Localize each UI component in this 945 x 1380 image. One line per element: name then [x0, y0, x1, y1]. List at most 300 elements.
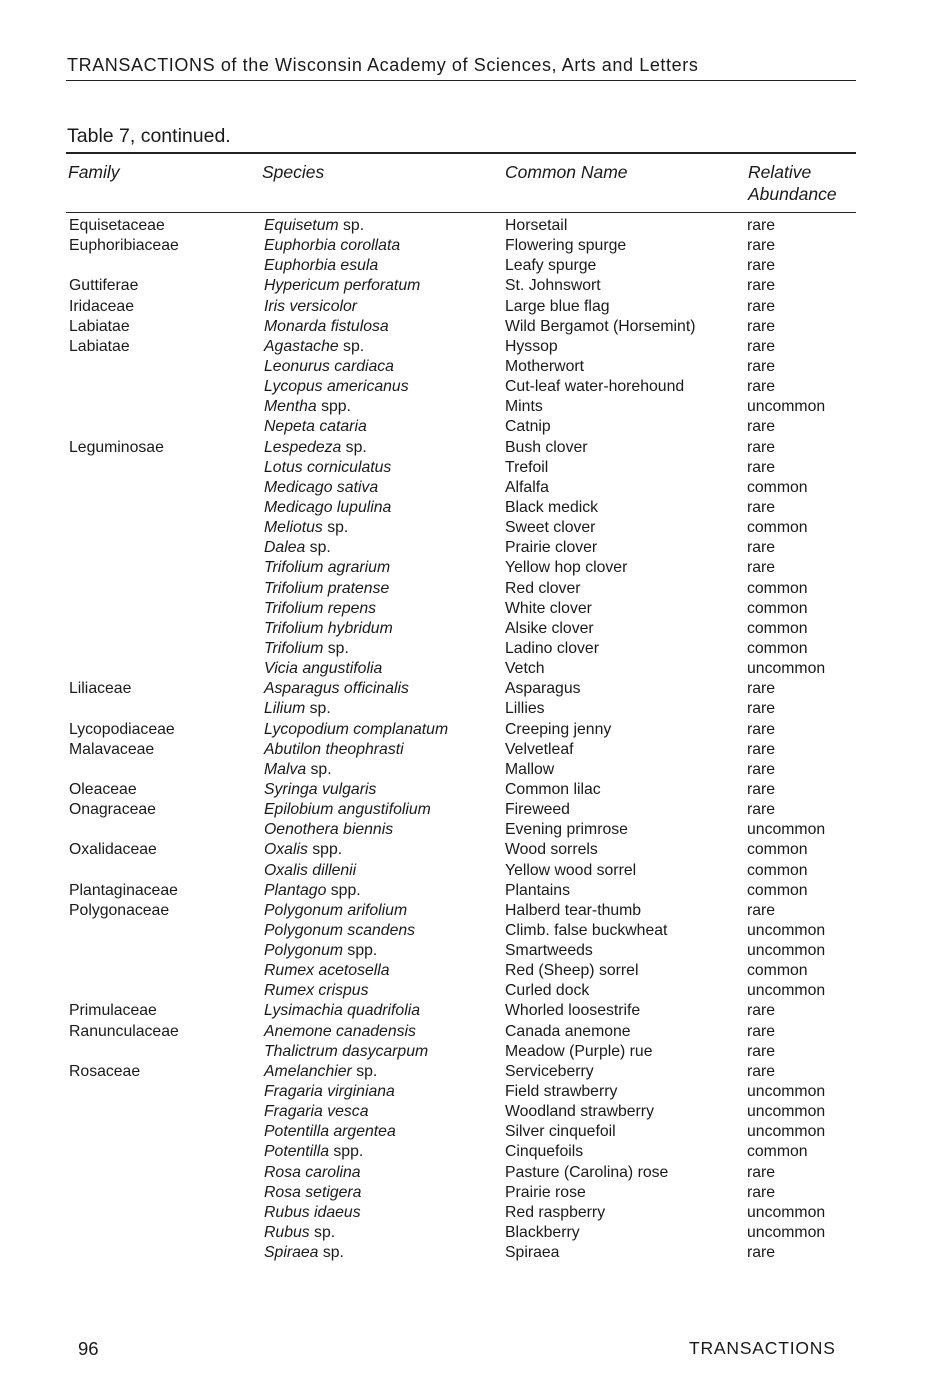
species-cell [264, 921, 415, 941]
common-name-cell: Common lilac [505, 780, 601, 798]
common-name-cell: Motherwort [505, 357, 585, 375]
table-row [0, 921, 945, 941]
species-cell [264, 619, 393, 639]
species-name: Lycopus americanus [264, 378, 409, 396]
species-cell [264, 1042, 428, 1062]
species-name: Mentha [264, 398, 317, 416]
species-name: Fragaria vesca [264, 1103, 369, 1121]
common-name-cell: Canada anemone [505, 1022, 631, 1040]
column-header-abundance-line1: Relative [748, 162, 812, 182]
family-cell: Malavaceae [69, 740, 155, 758]
species-cell [264, 538, 331, 558]
header-rule [66, 80, 856, 81]
common-name-cell: Whorled loosestrife [505, 1002, 641, 1020]
species-cell [264, 1022, 416, 1042]
common-name-cell: Cinquefoils [505, 1143, 584, 1161]
species-name: Oxalis [264, 841, 308, 859]
species-name: Potentilla [264, 1143, 329, 1161]
table-row [0, 317, 945, 337]
abundance-cell: common [747, 639, 808, 657]
table-row [0, 941, 945, 961]
abundance-cell: rare [747, 498, 776, 516]
species-cell [264, 1223, 335, 1243]
species-qualifier: sp. [338, 217, 365, 234]
abundance-cell: rare [747, 217, 776, 234]
abundance-cell: rare [747, 357, 776, 375]
species-name: Oxalis dillenii [264, 861, 357, 879]
table-row [0, 337, 945, 357]
species-name: Dalea [264, 539, 306, 557]
species-name: Trifolium pratense [264, 579, 390, 597]
table-row [0, 840, 945, 860]
species-name: Vicia angustifolia [264, 660, 383, 678]
species-cell [264, 699, 331, 719]
species-name: Lespedeza [264, 438, 342, 456]
abundance-cell: rare [747, 337, 776, 355]
family-cell: Leguminosae [69, 438, 164, 456]
species-qualifier: sp. [351, 1062, 378, 1080]
species-cell [264, 1001, 420, 1021]
species-qualifier: sp. [323, 639, 349, 657]
common-name-cell: Wild Bergamot (Horsemint) [505, 317, 696, 335]
species-name: Polygonum scandens [264, 921, 416, 939]
family-cell: Polygonaceae [69, 901, 170, 919]
common-name-cell: Meadow (Purple) rue [505, 1042, 653, 1060]
common-name-cell: Velvetleaf [505, 740, 574, 758]
table-row [0, 1183, 945, 1203]
abundance-cell: uncommon [747, 1083, 826, 1101]
abundance-cell: common [747, 881, 808, 899]
table-row [0, 679, 945, 699]
abundance-cell: rare [747, 277, 776, 295]
species-cell [264, 981, 368, 1001]
table-row [0, 518, 945, 538]
species-name: Oenothera biennis [264, 821, 394, 839]
common-name-cell: Asparagus [505, 680, 581, 698]
abundance-cell: rare [747, 720, 776, 738]
table-row [0, 1122, 945, 1142]
species-name: Trifolium [264, 639, 324, 657]
species-name: Euphorbia esula [264, 257, 379, 275]
species-name: Abutilon theophrasti [264, 740, 404, 758]
species-name: Lotus corniculatus [264, 458, 392, 476]
species-cell [264, 881, 361, 901]
species-qualifier: spp. [326, 881, 361, 899]
species-cell [264, 337, 364, 357]
abundance-cell: rare [747, 1002, 776, 1020]
abundance-cell: rare [747, 317, 776, 335]
common-name-cell: Leafy spurge [505, 257, 597, 275]
species-qualifier: sp. [318, 1244, 344, 1262]
table-row [0, 498, 945, 518]
table-row [0, 438, 945, 458]
species-cell [264, 397, 351, 417]
common-name-cell: Serviceberry [505, 1062, 594, 1080]
species-name: Hypericum perforatum [264, 277, 421, 295]
table-row [0, 1102, 945, 1122]
abundance-cell: common [747, 599, 808, 617]
species-cell [264, 961, 390, 981]
species-name: Rosa carolina [264, 1163, 361, 1181]
species-cell [264, 579, 389, 599]
species-cell [264, 720, 448, 740]
table-row [0, 458, 945, 478]
common-name-cell: Alsike clover [505, 619, 594, 637]
common-name-cell: Red raspberry [505, 1203, 606, 1221]
species-cell [264, 760, 332, 780]
table-row [0, 579, 945, 599]
abundance-cell: uncommon [747, 660, 826, 678]
abundance-cell: rare [747, 458, 776, 476]
table-row [0, 780, 945, 800]
species-cell [264, 679, 409, 699]
abundance-cell: common [747, 1143, 808, 1161]
abundance-cell: rare [747, 297, 776, 315]
abundance-cell: rare [747, 237, 776, 255]
common-name-cell: Flowering spurge [505, 237, 627, 255]
table-row [0, 720, 945, 740]
species-name: Rosa setigera [264, 1183, 362, 1201]
table-row [0, 760, 945, 780]
species-cell [264, 256, 378, 276]
common-name-cell: White clover [505, 599, 592, 617]
species-cell [264, 317, 389, 337]
abundance-cell: uncommon [747, 398, 826, 416]
species-name: Trifolium hybridum [264, 619, 393, 637]
species-qualifier: spp. [343, 942, 378, 960]
species-cell [264, 357, 394, 377]
species-cell [264, 941, 377, 961]
common-name-cell: Sweet clover [505, 519, 596, 537]
species-cell [264, 901, 407, 921]
species-cell [264, 599, 376, 619]
common-name-cell: Mints [505, 398, 543, 416]
abundance-cell: rare [747, 1163, 776, 1181]
abundance-cell: rare [747, 539, 776, 557]
footer-title: TRANSACTIONS [689, 1338, 836, 1358]
common-name-cell: Climb. false buckwheat [505, 921, 668, 939]
table-top-rule [66, 152, 856, 154]
table-row [0, 981, 945, 1001]
column-header-species: Species [262, 162, 325, 182]
species-name: Malva [264, 760, 307, 778]
species-name: Trifolium repens [264, 599, 377, 617]
common-name-cell: Blackberry [505, 1224, 580, 1242]
species-cell [264, 478, 378, 498]
abundance-cell: rare [747, 740, 776, 758]
abundance-cell: common [747, 579, 808, 597]
abundance-cell: common [747, 519, 808, 537]
abundance-cell: rare [747, 1022, 776, 1040]
common-name-cell: Plantains [505, 881, 570, 899]
common-name-cell: Wood sorrels [505, 841, 598, 859]
table-caption: Table 7, continued. [67, 125, 231, 147]
table-row [0, 216, 945, 236]
family-cell: Liliaceae [69, 680, 132, 698]
table-row [0, 538, 945, 558]
abundance-cell: rare [747, 1244, 776, 1262]
species-qualifier: sp. [305, 700, 331, 718]
abundance-cell: uncommon [747, 942, 826, 960]
abundance-cell: common [747, 478, 808, 496]
table-row [0, 478, 945, 498]
table-row [0, 599, 945, 619]
species-qualifier: spp. [307, 841, 343, 859]
abundance-cell: common [747, 861, 808, 879]
species-name: Leonurus cardiaca [264, 357, 394, 375]
common-name-cell: Horsetail [505, 217, 568, 234]
species-cell [264, 639, 349, 659]
species-name: Spiraea [264, 1244, 319, 1262]
species-cell [264, 861, 356, 881]
common-name-cell: Silver cinquefoil [505, 1123, 616, 1141]
abundance-cell: rare [747, 418, 776, 436]
species-cell [264, 417, 367, 437]
species-name: Rubus [264, 1224, 310, 1242]
species-name: Plantago [264, 881, 327, 899]
common-name-cell: Smartweeds [505, 942, 593, 960]
table-row [0, 236, 945, 256]
common-name-cell: Yellow wood sorrel [505, 861, 637, 879]
species-name: Lysimachia quadrifolia [264, 1002, 421, 1020]
abundance-cell: rare [747, 257, 776, 275]
abundance-cell: rare [747, 559, 776, 577]
species-cell [264, 1082, 395, 1102]
common-name-cell: Evening primrose [505, 821, 628, 839]
common-name-cell: Mallow [505, 760, 555, 778]
abundance-cell: common [747, 962, 808, 980]
family-cell: Oxalidaceae [69, 841, 157, 859]
species-cell [264, 297, 357, 317]
species-cell [264, 1243, 344, 1263]
species-cell [264, 1163, 361, 1183]
family-cell: Labiatae [69, 337, 130, 355]
abundance-cell: uncommon [747, 921, 826, 939]
table-row [0, 377, 945, 397]
family-cell: Onagraceae [69, 801, 156, 819]
species-name: Lycopodium complanatum [264, 720, 449, 738]
species-name: Rubus idaeus [264, 1203, 361, 1221]
species-qualifier: sp. [322, 519, 349, 537]
family-cell: Oleaceae [69, 780, 137, 798]
species-name: Iris versicolor [264, 297, 358, 315]
page-number: 96 [78, 1338, 99, 1359]
common-name-cell: Halberd tear-thumb [505, 901, 642, 919]
species-name: Agastache [264, 337, 339, 355]
common-name-cell: Pasture (Carolina) rose [505, 1163, 669, 1181]
species-name: Amelanchier [264, 1062, 352, 1080]
common-name-cell: Catnip [505, 418, 551, 436]
species-cell [264, 458, 391, 478]
species-cell [264, 1062, 377, 1082]
species-name: Syringa vulgaris [264, 780, 377, 798]
species-cell [264, 1122, 396, 1142]
common-name-cell: Red (Sheep) sorrel [505, 962, 639, 980]
common-name-cell: Large blue flag [505, 297, 610, 315]
table-row [0, 1042, 945, 1062]
running-head: TRANSACTIONS of the Wisconsin Academy of Sciences, Arts and Letters [67, 55, 699, 75]
table-row [0, 276, 945, 296]
species-cell [264, 780, 376, 800]
species-cell [264, 1183, 361, 1203]
table-row [0, 1022, 945, 1042]
column-header-common-name: Common Name [505, 162, 628, 182]
abundance-cell: uncommon [747, 982, 826, 1000]
species-qualifier: sp. [338, 337, 365, 355]
species-cell [264, 377, 409, 397]
species-name: Equisetum [264, 217, 339, 234]
table-row [0, 1082, 945, 1102]
common-name-cell: Ladino clover [505, 639, 599, 657]
table-row [0, 1223, 945, 1243]
table-row [0, 1203, 945, 1223]
abundance-cell: uncommon [747, 1103, 826, 1121]
table-row [0, 820, 945, 840]
species-cell [264, 1102, 368, 1122]
column-header-relative-abundance [748, 161, 837, 205]
table-row [0, 297, 945, 317]
species-qualifier: sp. [309, 1224, 336, 1242]
species-name: Polygonum [264, 942, 344, 960]
family-cell: Labiatae [69, 317, 130, 335]
common-name-cell: St. Johnswort [505, 277, 601, 295]
species-qualifier: spp. [316, 398, 351, 416]
table-row [0, 558, 945, 578]
species-qualifier: spp. [329, 1143, 364, 1161]
table-row [0, 740, 945, 760]
common-name-cell: Black medick [505, 498, 599, 516]
abundance-cell: rare [747, 378, 776, 396]
table-row [0, 699, 945, 719]
family-cell: Primulaceae [69, 1002, 157, 1020]
abundance-cell: rare [747, 901, 776, 919]
abundance-cell: rare [747, 760, 776, 778]
table-row [0, 1163, 945, 1183]
table-row [0, 800, 945, 820]
species-cell [264, 840, 342, 860]
family-cell: Ranunculaceae [69, 1022, 179, 1040]
family-cell: Plantaginaceae [69, 881, 178, 899]
species-name: Trifolium agrarium [264, 559, 391, 577]
common-name-cell: Alfalfa [505, 478, 549, 496]
family-cell: Guttiferae [69, 277, 139, 295]
common-name-cell: Field strawberry [505, 1083, 618, 1101]
species-cell [264, 820, 393, 840]
table-row [0, 881, 945, 901]
table-row [0, 1062, 945, 1082]
family-cell: Lycopodiaceae [69, 720, 175, 738]
species-qualifier: sp. [341, 438, 367, 456]
species-name: Nepeta cataria [264, 418, 367, 436]
common-name-cell: Prairie rose [505, 1183, 586, 1201]
abundance-cell: uncommon [747, 1203, 826, 1221]
species-cell [264, 216, 364, 236]
species-name: Euphorbia corollata [264, 237, 401, 255]
abundance-cell: rare [747, 801, 776, 819]
abundance-cell: rare [747, 780, 776, 798]
common-name-cell: Woodland strawberry [505, 1103, 654, 1121]
species-cell [264, 659, 382, 679]
species-name: Fragaria virginiana [264, 1083, 395, 1101]
common-name-cell: Fireweed [505, 801, 570, 819]
species-cell [264, 438, 367, 458]
common-name-cell: Curled dock [505, 982, 590, 1000]
table-row [0, 256, 945, 276]
common-name-cell: Prairie clover [505, 539, 598, 557]
species-cell [264, 498, 391, 518]
table-header-rule [66, 212, 856, 213]
common-name-cell: Hyssop [505, 337, 558, 355]
common-name-cell: Spiraea [505, 1244, 560, 1262]
common-name-cell: Trefoil [505, 458, 549, 476]
table-row [0, 901, 945, 921]
species-cell [264, 558, 390, 578]
common-name-cell: Bush clover [505, 438, 588, 456]
table-row [0, 397, 945, 417]
common-name-cell: Yellow hop clover [505, 559, 628, 577]
table-row [0, 1001, 945, 1021]
abundance-cell: rare [747, 680, 776, 698]
abundance-cell: uncommon [747, 821, 826, 839]
species-name: Polygonum arifolium [264, 901, 408, 919]
table-row [0, 619, 945, 639]
abundance-cell: uncommon [747, 1123, 826, 1141]
table-row [0, 1142, 945, 1162]
abundance-cell: rare [747, 438, 776, 456]
species-qualifier: sp. [306, 760, 332, 778]
common-name-cell: Creeping jenny [505, 720, 612, 738]
common-name-cell: Cut-leaf water-horehound [505, 378, 685, 396]
species-name: Rumex crispus [264, 982, 369, 1000]
abundance-cell: common [747, 841, 808, 859]
abundance-cell: common [747, 619, 808, 637]
species-cell [264, 276, 420, 296]
table-row [0, 639, 945, 659]
species-name: Medicago lupulina [264, 498, 392, 516]
species-name: Anemone canadensis [264, 1022, 416, 1040]
species-cell [264, 518, 348, 538]
species-qualifier: sp. [305, 539, 331, 557]
species-name: Potentilla argentea [264, 1123, 396, 1141]
species-cell [264, 236, 400, 256]
species-cell [264, 1203, 361, 1223]
table-row [0, 961, 945, 981]
species-cell [264, 740, 404, 760]
abundance-cell: uncommon [747, 1224, 826, 1242]
abundance-cell: rare [747, 1042, 776, 1060]
common-name-cell: Red clover [505, 579, 581, 597]
table-body [0, 216, 945, 1263]
abundance-cell: rare [747, 1062, 776, 1080]
column-header-family: Family [68, 162, 120, 182]
family-cell: Euphoribiaceae [69, 237, 179, 255]
species-name: Thalictrum dasycarpum [264, 1042, 429, 1060]
family-cell: Equisetaceae [69, 217, 165, 234]
table-row [0, 659, 945, 679]
species-name: Monarda fistulosa [264, 317, 389, 335]
table-row [0, 1243, 945, 1263]
common-name-cell: Vetch [505, 660, 545, 678]
table-row [0, 417, 945, 437]
species-name: Medicago sativa [264, 478, 379, 496]
family-cell: Rosaceae [69, 1062, 141, 1080]
species-name: Asparagus officinalis [264, 680, 409, 698]
species-name: Lilium [264, 700, 306, 718]
abundance-cell: rare [747, 1183, 776, 1201]
family-cell: Iridaceae [69, 297, 134, 315]
abundance-cell: rare [747, 700, 776, 718]
table-row [0, 357, 945, 377]
